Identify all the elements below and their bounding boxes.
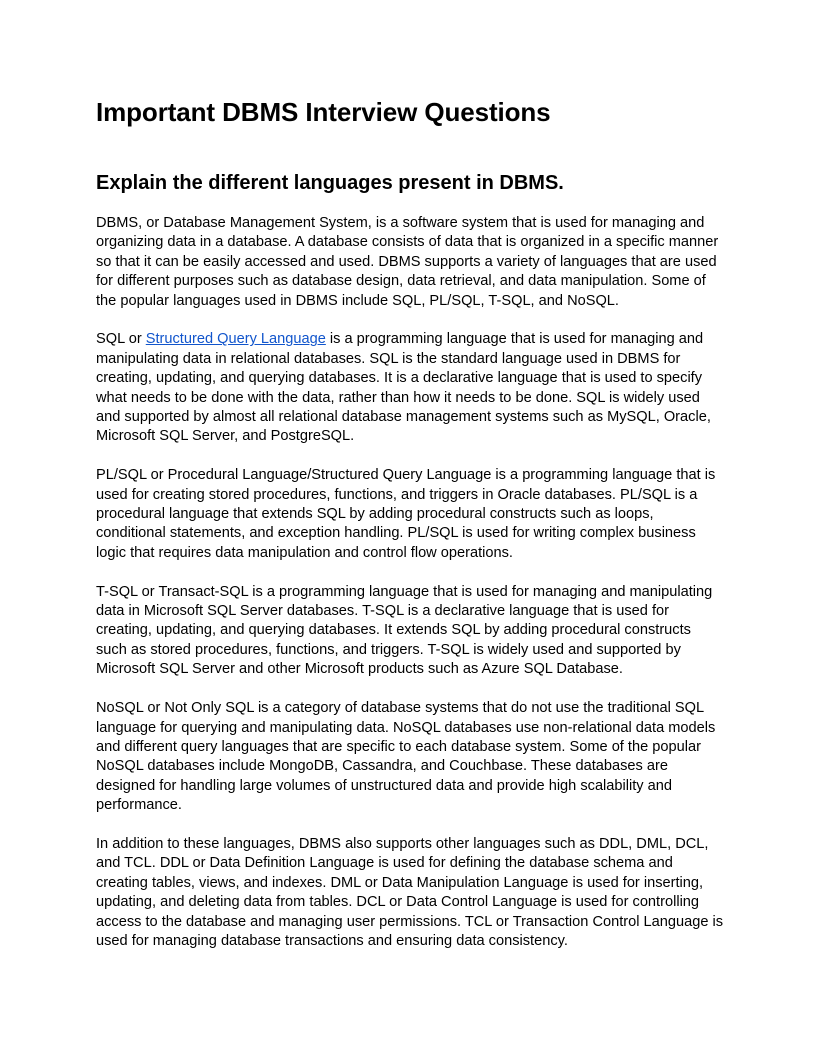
structured-query-language-link[interactable]: Structured Query Language [145,331,326,348]
paragraph-plsql: PL/SQL or Procedural Language/Structured Query Language is a programming language that is used for creating stored procedures, functions, and triggers in Oracle databases. PL/SQL is a procedural language that extends SQL by adding procedural constructs such as loops, conditional statements, and exception handling. PL/SQL is used for writing complex business logic that requires data manipulation and control flow operations. [96,467,716,561]
paragraph-nosql: NoSQL or Not Only SQL is a category of database systems that do not use the traditional SQL language for querying and manipulating data. NoSQL databases use non-relational data models and different query languages that are specific to each database system. Some of the popular NoSQL databases include MongoDB, Cassandra, and Couchbase. These databases are designed for handling large volumes of unstructured data and provide high scalability and performance. [96,700,716,814]
paragraph-intro: DBMS, or Database Management System, is a software system that is used for managing and organizing data in a database. A database consists of data that is organized in a specific manner so that it can be easily accessed and used. DBMS supports a variety of languages that are used for different purposes such as database design, data retrieval, and data manipulation. Some of the popular languages used in DBMS include SQL, PL/SQL, T-SQL, and NoSQL. [96,215,719,309]
section-heading: Explain the different languages present in DBMS. [96,172,564,194]
paragraph-tsql: T-SQL or Transact-SQL is a programming language that is used for managing and manipulating data in Microsoft SQL Server databases. T-SQL is a declarative language that is used for creating, updating, and querying databases. It extends SQL by adding procedural constructs such as stored procedures, functions, and triggers. T-SQL is widely used and supported by Microsoft SQL Server and other Microsoft products such as Azure SQL Database. [96,583,713,678]
paragraph-sql-rest: is a programming language that is used for managing and manipulating data in relational databases. SQL is the standard language used in DBMS for creating, updating, and querying databases. It is a declarative language that is used to specify what needs to be done with the data, rather than how it needs to be done. SQL is widely used and supported by almost all relational database management systems such as MySQL, Oracle, Microsoft SQL Server, and PostgreSQL. [96,331,711,445]
document-page [96,92,724,951]
paragraph-other-languages: In addition to these languages, DBMS also supports other languages such as DDL, DML, DCL, and TCL. DDL or Data Definition Language is used for defining the database schema and creating tables, views, and indexes. DML or Data Manipulation Language is used for inserting, updating, and deleting data from tables. DCL or Data Control Language is used for controlling access to the database and managing user permissions. TCL or Transaction Control Language is used for managing database transactions and ensuring data consistency. [96,835,724,949]
paragraph-sql [96,330,724,446]
document-title: Important DBMS Interview Questions [96,97,551,127]
paragraph-sql-lead: SQL or [96,331,146,348]
